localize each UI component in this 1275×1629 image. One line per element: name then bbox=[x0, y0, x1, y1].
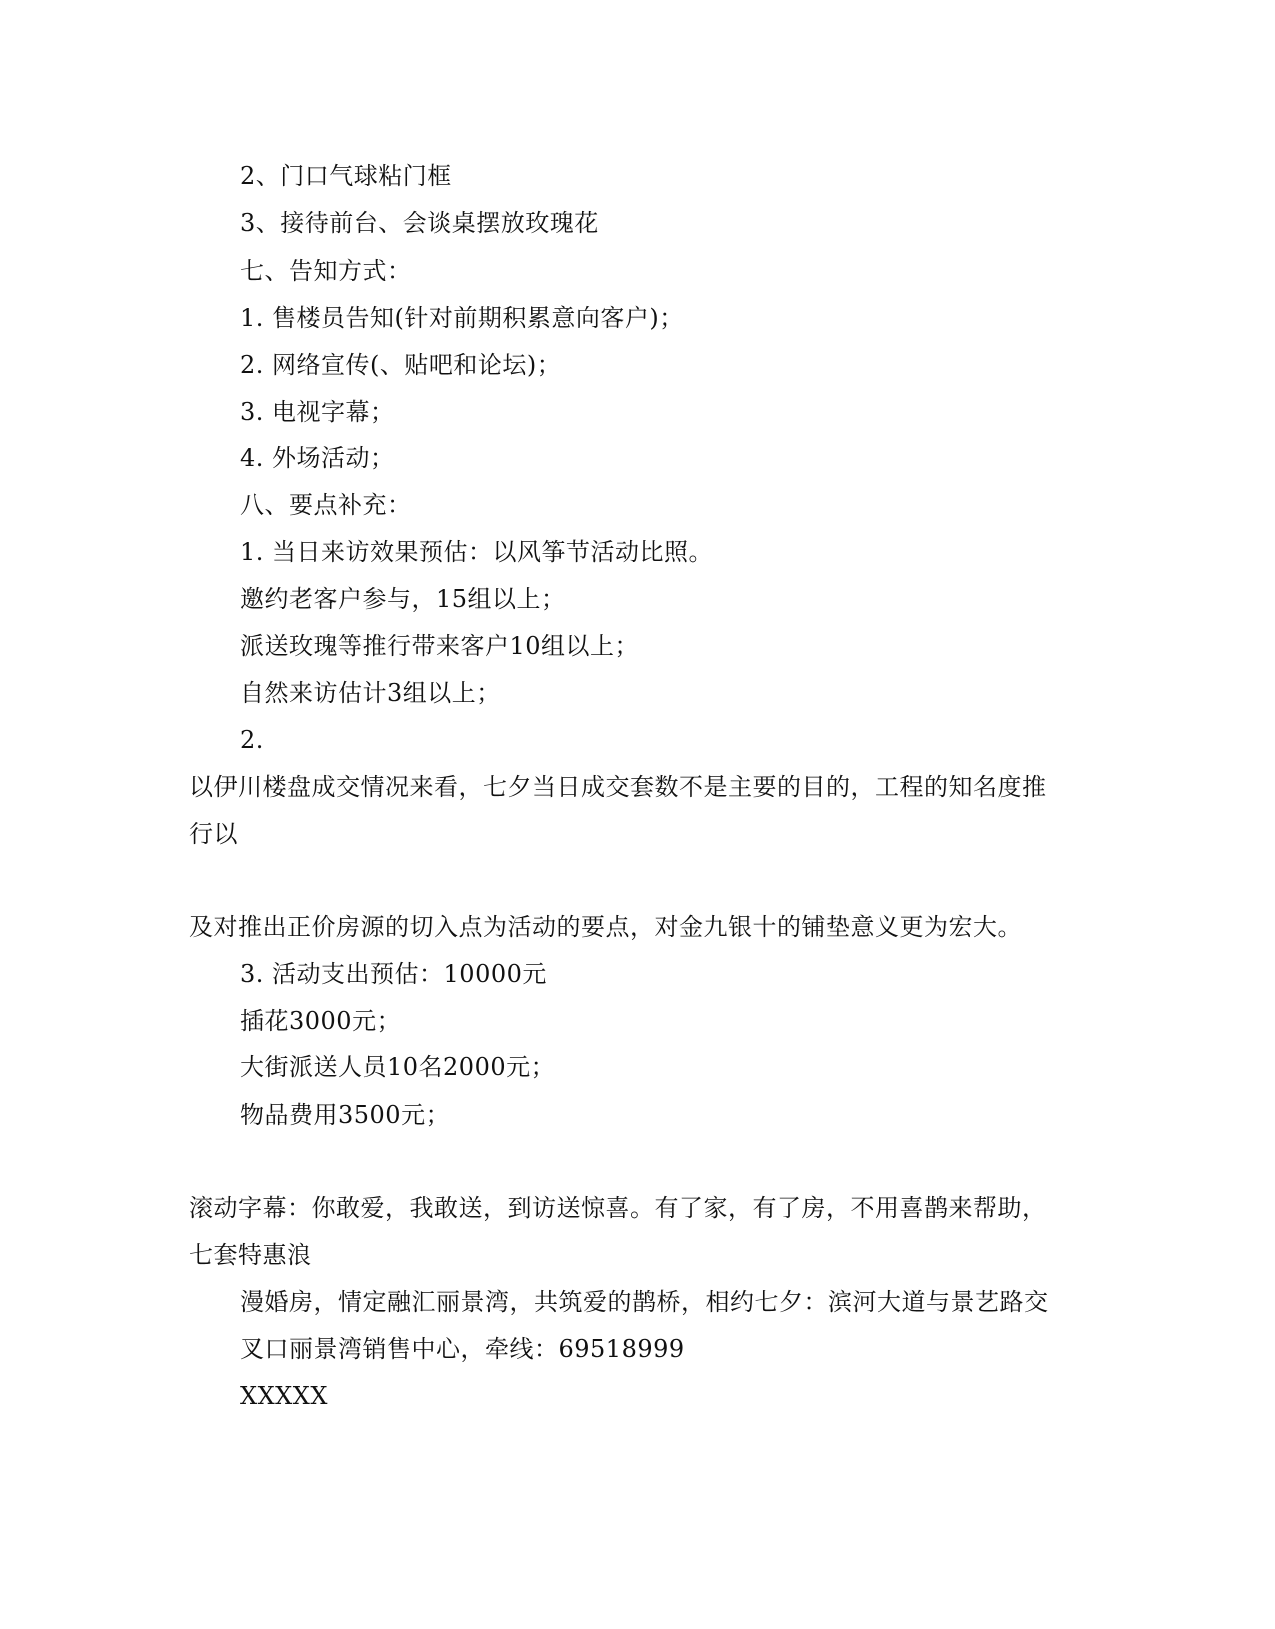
text-line: 叉口丽景湾销售中心，牵线：69518999 bbox=[240, 1335, 685, 1363]
text-line: 邀约老客户参与，15组以上； bbox=[240, 585, 566, 613]
text-line: 行以 bbox=[189, 820, 238, 848]
text-line: 2. bbox=[240, 726, 264, 754]
text-line: 及对推出正价房源的切入点为活动的要点，对金九银十的铺垫意义更为宏大。 bbox=[189, 913, 1022, 941]
text-line: 4. 外场活动； bbox=[240, 444, 395, 472]
text-line: 3、接待前台、会谈桌摆放玫瑰花 bbox=[240, 209, 599, 237]
text-line: 3. 活动支出预估：10000元 bbox=[240, 960, 547, 988]
text-line: 1. 当日来访效果预估：以风筝节活动比照。 bbox=[240, 538, 714, 566]
text-line: 自然来访估计3组以上； bbox=[240, 679, 501, 707]
text-line: 插花3000元； bbox=[240, 1007, 402, 1035]
text-line: 2. 网络宣传(、贴吧和论坛)； bbox=[240, 351, 562, 379]
text-line: 七套特惠浪 bbox=[189, 1241, 312, 1269]
text-line: 1. 售楼员告知(针对前期积累意向客户)； bbox=[240, 304, 684, 332]
section-heading: 八、要点补充： bbox=[240, 491, 412, 519]
text-line: 以伊川楼盘成交情况来看，七夕当日成交套数不是主要的目的，工程的知名度推 bbox=[189, 773, 1047, 801]
text-line: XXXXX bbox=[240, 1382, 328, 1410]
section-heading: 七、告知方式： bbox=[240, 257, 412, 285]
text-line: 漫婚房，情定融汇丽景湾，共筑爱的鹊桥，相约七夕：滨河大道与景艺路交 bbox=[240, 1288, 1049, 1316]
text-line: 大街派送人员10名2000元； bbox=[240, 1053, 556, 1081]
text-line: 物品费用3500元； bbox=[240, 1101, 451, 1129]
text-line: 3. 电视字幕； bbox=[240, 398, 395, 426]
text-line: 派送玫瑰等推行带来客户10组以上； bbox=[240, 632, 640, 660]
text-line: 2、门口气球粘门框 bbox=[240, 162, 452, 190]
text-line: 滚动字幕：你敢爱，我敢送，到访送惊喜。有了家，有了房，不用喜鹊来帮助， bbox=[189, 1194, 1047, 1222]
